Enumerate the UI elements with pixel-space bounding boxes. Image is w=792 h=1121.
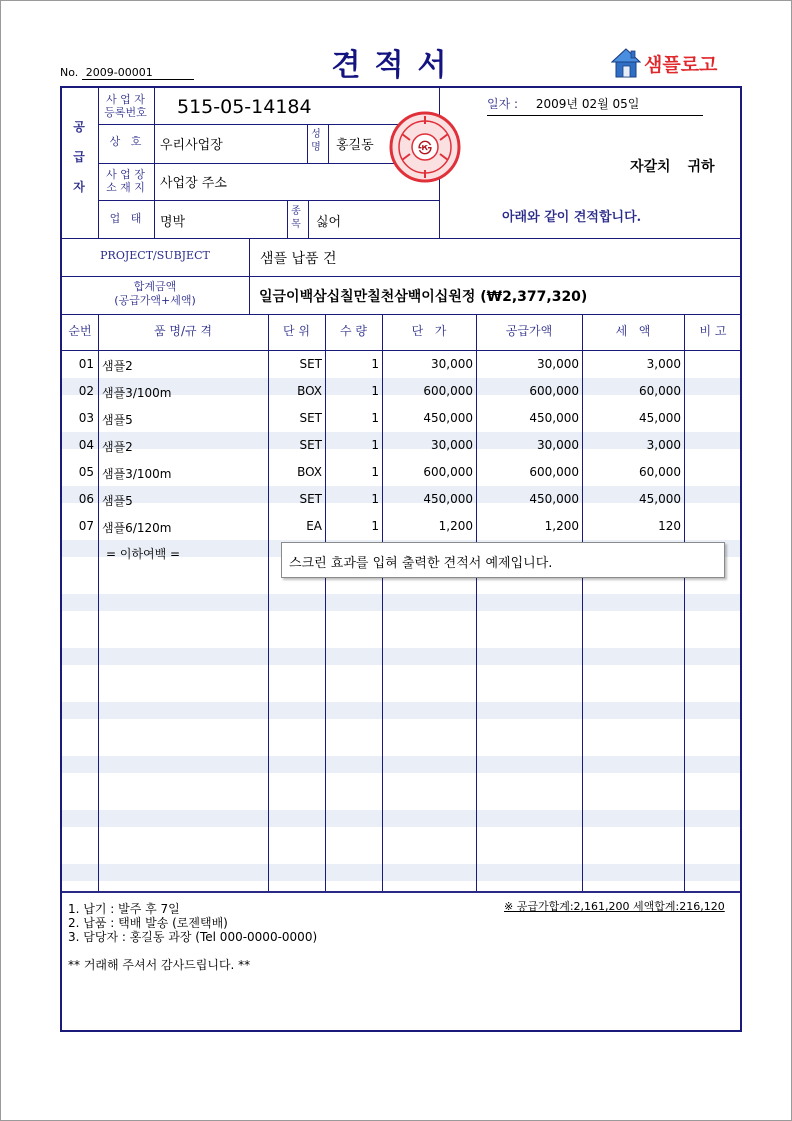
cell-unit: SET (299, 357, 322, 371)
cell-qty: 1 (371, 411, 379, 425)
reg-number-value: 515-05-14184 (177, 96, 312, 118)
total-label: 합계금액 (공급가액+세액) (114, 280, 196, 307)
document-number (60, 66, 194, 80)
name-value: 홍길동 (336, 138, 374, 153)
recipient-honorific: 귀하 (687, 159, 715, 175)
cell-supply: 600,000 (529, 384, 579, 398)
cell-unit: SET (299, 438, 322, 452)
cell-supply: 450,000 (529, 492, 579, 506)
header-tax: 세 액 (615, 324, 651, 338)
address-value: 사업장 주소 (160, 176, 227, 191)
business-label: 업 태 (109, 212, 142, 225)
cell-no: 05 (78, 465, 94, 479)
cell-name: 샘플2 (102, 359, 133, 373)
cell-price: 30,000 (431, 357, 473, 371)
header-qty: 수 량 (340, 324, 367, 338)
cell-tax: 3,000 (646, 438, 681, 452)
supplier-section-label: 공 급 자 (73, 120, 85, 194)
header-item: 품 명/규 격 (153, 324, 213, 338)
document-number-value: 2009-00001 (82, 66, 194, 80)
date-value: 2009년 02월 05일 (535, 97, 640, 111)
cell-name: 샘플2 (102, 440, 133, 454)
page-title: 견적서 (331, 48, 461, 83)
cell-supply: 450,000 (529, 411, 579, 425)
cell-qty: 1 (371, 519, 379, 533)
cell-unit: EA (306, 519, 322, 533)
cell-price: 1,200 (438, 519, 473, 533)
note-item: 1. 납기 : 발주 후 7일 (68, 902, 180, 916)
total-amount: 일금이백삼십칠만칠천삼백이십원정 (₩2,377,320) (259, 289, 588, 305)
document-number-label: No. (60, 66, 79, 79)
cell-no: 02 (78, 384, 94, 398)
cell-qty: 1 (371, 465, 379, 479)
cell-price: 600,000 (423, 465, 473, 479)
cell-price: 450,000 (423, 492, 473, 506)
company-seal: ㉿ (388, 110, 462, 184)
cell-supply: 600,000 (529, 465, 579, 479)
cell-no: 01 (78, 357, 94, 371)
cell-tax: 60,000 (639, 465, 681, 479)
cell-tax: 45,000 (639, 492, 681, 506)
header-supply: 공급가액 (505, 324, 553, 338)
cell-name: 샘플5 (102, 413, 133, 427)
cell-name: 샘플6/120m (102, 521, 172, 535)
item-value: 싫어 (316, 215, 342, 230)
info-tooltip: 스크린 효과를 입혀 출력한 견적서 예제입니다. (281, 542, 725, 578)
cell-tax: 3,000 (646, 357, 681, 371)
reg-number-label: 사 업 자 등록번호 (104, 93, 147, 119)
house-icon (611, 47, 641, 79)
cell-unit: SET (299, 492, 322, 506)
cell-qty: 1 (371, 384, 379, 398)
summary-totals: ※ 공급가합계:2,161,200 세액합계:216,120 (504, 900, 725, 913)
cell-unit: BOX (297, 384, 322, 398)
cell-price: 30,000 (431, 438, 473, 452)
logo-text: 샘플로고 (644, 53, 718, 76)
date-field (487, 95, 703, 116)
header-no: 순번 (68, 324, 92, 338)
cell-unit: BOX (297, 465, 322, 479)
company-label: 상 호 (109, 135, 142, 148)
recipient-name-line (630, 156, 715, 176)
cell-name: 샘플5 (102, 494, 133, 508)
thanks-text: ** 거래해 주셔서 감사드립니다. ** (68, 958, 251, 972)
blank-note: = 이하여백 = (106, 547, 181, 561)
header-note: 비 고 (699, 324, 727, 338)
note-item: 3. 담당자 : 홍길동 과장 (Tel 000-0000-0000) (68, 930, 318, 944)
project-value: 샘플 납품 건 (260, 251, 337, 267)
cell-no: 03 (78, 411, 94, 425)
header-price: 단 가 (411, 324, 447, 338)
item-label: 종 목 (291, 206, 301, 230)
cell-qty: 1 (371, 492, 379, 506)
business-value: 명박 (160, 215, 186, 230)
note-item: 2. 납품 : 택배 발송 (로젠택배) (68, 916, 228, 930)
notes-list (68, 902, 317, 944)
cell-tax: 120 (658, 519, 681, 533)
greeting-text: 아래와 같이 견적합니다. (502, 210, 642, 225)
cell-unit: SET (299, 411, 322, 425)
cell-supply: 30,000 (537, 438, 579, 452)
cell-supply: 30,000 (537, 357, 579, 371)
date-label: 일자 : (487, 97, 519, 111)
cell-supply: 1,200 (544, 519, 579, 533)
name-label: 성 명 (311, 129, 321, 153)
cell-name: 샘플3/100m (102, 467, 172, 481)
cell-no: 07 (78, 519, 94, 533)
cell-no: 04 (78, 438, 94, 452)
cell-no: 06 (78, 492, 94, 506)
cell-price: 450,000 (423, 411, 473, 425)
recipient-name: 자갈치 (630, 159, 671, 175)
company-logo (611, 46, 717, 80)
cell-qty: 1 (371, 438, 379, 452)
cell-price: 600,000 (423, 384, 473, 398)
address-label: 사 업 장 소 재 지 (106, 168, 145, 194)
company-value: 우리사업장 (160, 138, 223, 153)
header-unit: 단 위 (283, 324, 310, 338)
cell-tax: 45,000 (639, 411, 681, 425)
project-label: PROJECT/SUBJECT (100, 249, 210, 262)
cell-name: 샘플3/100m (102, 386, 172, 400)
cell-qty: 1 (371, 357, 379, 371)
cell-tax: 60,000 (639, 384, 681, 398)
